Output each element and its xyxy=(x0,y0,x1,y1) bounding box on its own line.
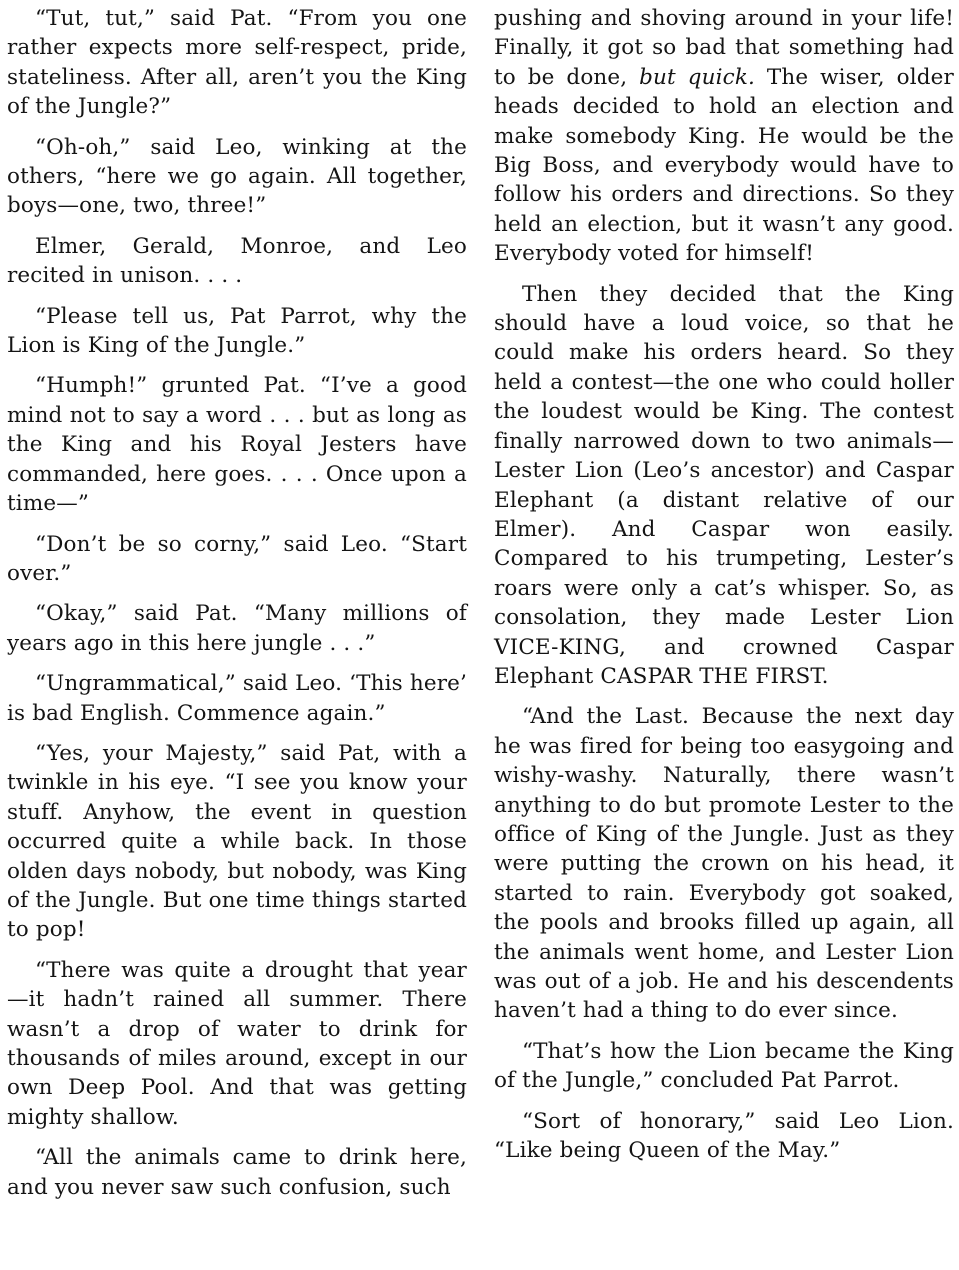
paragraph: “Tut, tut,” said Pat. “From you one rather expects more self-respect, pride, stateliness. After all, aren’t you the King of the Jungle?” xyxy=(7,6,467,120)
paragraph: “All the animals came to drink here, and you never saw such confusion, such xyxy=(7,1145,467,1200)
left-text-column xyxy=(7,4,467,1213)
paragraph: “Sort of honorary,” said Leo Lion. “Like being Queen of the May.” xyxy=(494,1108,954,1164)
right-text-column xyxy=(494,4,954,1176)
paragraph: “Okay,” said Pat. “Many millions of years ago in this here jungle . . .” xyxy=(7,601,467,656)
text-run: The wiser, older heads decided to hold an election and make somebody King. He would be the Big Boss, and everybody would have to follow his orders and directions. So they held an election, but it wasn’t any good. Everybody voted for himself! xyxy=(494,64,954,267)
paragraph: “Humph!” grunted Pat. “I’ve a good mind not to say a word . . . but as long as the King and his Royal Jesters have commanded, here goes. . . . Once upon a time—” xyxy=(7,373,467,517)
paragraph: “Ungrammatical,” said Leo. ‘This here’ is bad English. Commence again.” xyxy=(7,671,467,726)
paragraph: Elmer, Gerald, Monroe, and Leo recited in unison. . . . xyxy=(7,233,467,289)
paragraph: “That’s how the Lion became the King of the Jungle,” concluded Pat Parrot. xyxy=(494,1038,954,1094)
paragraph: “And the Last. Because the next day he was fired for being too easygoing and wishy-washy. Naturally, there wasn’t anything to do but promote Lester to the office of King of the Jungle. Just as they were putting the crown on his head, it started to rain. Everybody got soaked, the pools and brooks filled up again, all the animals went home, and Lester Lion was out of a job. He and his descendents haven’t had a thing to do ever since. xyxy=(494,704,954,1024)
paragraph: “Yes, your Majesty,” said Pat, with a twinkle in his eye. “I see you know your stuff. Anyhow, the event in question occurred quite a while back. In those olden days nobody, but nobody, was King of the Jungle. But one time things started to pop! xyxy=(7,740,467,943)
continued-paragraph xyxy=(494,4,954,269)
italic-text: but quick. xyxy=(639,64,755,90)
paragraph: “Please tell us, Pat Parrot, why the Lion is King of the Jungle.” xyxy=(7,303,467,359)
paragraph: “Don’t be so corny,” said Leo. “Start over.” xyxy=(7,531,467,586)
paragraph: “There was quite a drought that year —it hadn’t rained all summer. There wasn’t a drop of water to drink for thousands of miles around, except in our own Deep Pool. And that was getting mighty shallow. xyxy=(7,957,467,1130)
paragraph: “Oh-oh,” said Leo, winking at the others, “here we go again. All together, boys—one, two, three!” xyxy=(7,134,467,219)
text-run: pushing and shoving around in your life! Finally, it got so bad that something had to be done, xyxy=(494,6,954,90)
paragraph: Then they decided that the King should have a loud voice, so that he could make his orders heard. So they held a contest—the one who could holler the loudest would be King. The contest finally narrowed down to two animals—Lester Lion (Leo’s ancestor) and Caspar Elephant (a distant relative of our Elmer). And Caspar won easily. Compared to his trumpeting, Lester’s roars were only a cat’s whisper. So, as consolation, they made Lester Lion VICE-KING, and crowned Caspar Elephant CASPAR THE FIRST. xyxy=(494,281,954,689)
